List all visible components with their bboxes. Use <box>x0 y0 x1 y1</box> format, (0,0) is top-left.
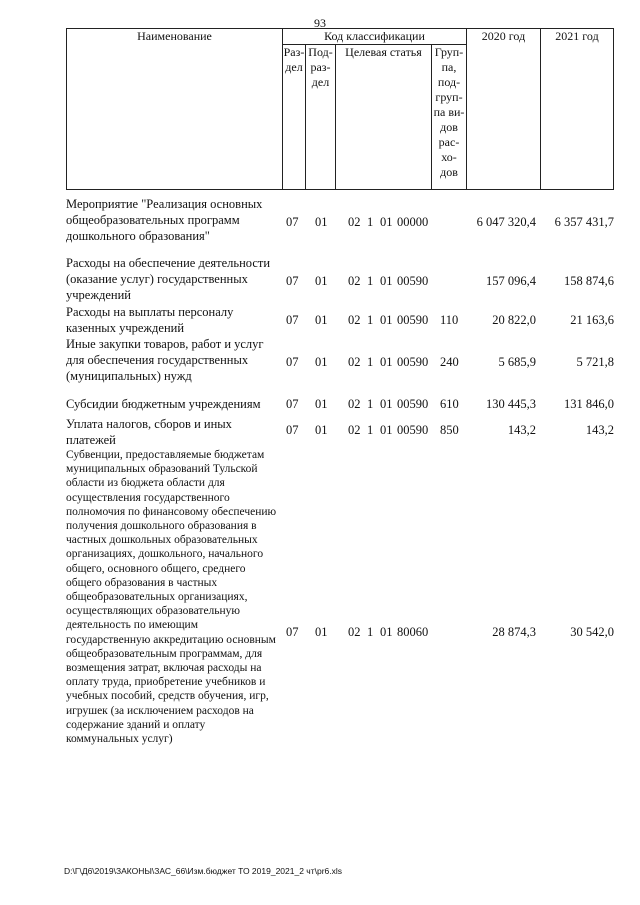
row-cs2: 1 <box>367 423 374 437</box>
row-podrazdel: 01 <box>315 274 328 288</box>
row-name: Уплата налогов, сборов и иных платежей <box>66 417 232 447</box>
row-name: Расходы на выплаты персоналу казенных учреждений <box>66 305 234 335</box>
row-2020: 130 445,3 <box>486 397 536 411</box>
row-name: Иные закупки товаров, работ и услуг для обеспечения государственных (муниципальных) нужд <box>66 337 264 383</box>
row-name: Расходы на обеспечение деятельности (оказание услуг) государственных учреждений <box>66 256 271 302</box>
header-classification: Код классификации <box>283 29 467 45</box>
row-cs2: 1 <box>367 625 374 639</box>
row-cs1: 02 <box>348 313 361 327</box>
row-cs3: 01 <box>380 423 393 437</box>
row-gruppa: 240 <box>440 355 459 369</box>
row-2020: 143,2 <box>507 423 536 437</box>
page-number: 93 <box>314 16 326 30</box>
row-razdel: 07 <box>286 215 299 229</box>
row-name: Мероприятие "Реализация основных общеобразовательных программ дошкольного образования" <box>66 197 263 243</box>
row-2021: 158 874,6 <box>564 274 614 288</box>
row-razdel: 07 <box>286 625 299 639</box>
row-cs3: 01 <box>380 625 393 639</box>
row-cs3: 01 <box>380 397 393 411</box>
row-cs4: 00590 <box>397 274 429 288</box>
row-podrazdel: 01 <box>315 313 328 327</box>
table-row <box>66 336 618 384</box>
header-year-2020: 2020 год <box>467 29 541 190</box>
row-cs1: 02 <box>348 625 361 639</box>
row-podrazdel: 01 <box>315 423 328 437</box>
row-cs1: 02 <box>348 397 361 411</box>
header-razdel: Раз- дел <box>283 45 306 190</box>
row-2020: 28 874,3 <box>492 625 536 639</box>
row-cs4: 00590 <box>397 313 429 327</box>
header-year-2021: 2021 год <box>541 29 614 190</box>
row-2021: 131 846,0 <box>564 397 614 411</box>
row-name: Субвенции, предоставляемые бюджетам муниципальных образований Тульской области из бюджета области для осуществления государственного полномочия по финансовому обеспечению получения дошкольного образования в частных дошкольных образовательных организациях, дошкольного, начального общего, основного общего, среднего общего образования в частных общеобразовательных организациях, осуществляющих образовательную деятельность по имеющим государственную аккредитацию основным общеобразовательным программам, для возмещения затрат, включая расходы на оплату труда, приобретение учебников и учебных пособий, средств обучения, игр, игрушек (за исключением расходов на содержание зданий и оплату коммунальных услуг) <box>66 449 277 746</box>
row-name: Субсидии бюджетным учреждениям <box>66 397 261 411</box>
row-cs2: 1 <box>367 313 374 327</box>
row-cs1: 02 <box>348 423 361 437</box>
row-cs4: 80060 <box>397 625 429 639</box>
row-2021: 21 163,6 <box>570 313 614 327</box>
row-podrazdel: 01 <box>315 397 328 411</box>
row-cs2: 1 <box>367 355 374 369</box>
table-row <box>66 416 618 448</box>
row-cs4: 00590 <box>397 355 429 369</box>
row-podrazdel: 01 <box>315 355 328 369</box>
row-cs3: 01 <box>380 313 393 327</box>
file-path-footer: D:\Г\Д6\2019\ЗАКОНЫ\ЗАС_66\Изм.бюджет ТО 2019_2021_2 чт\pr6.xls <box>64 866 343 876</box>
table-row <box>66 196 618 244</box>
row-cs1: 02 <box>348 274 361 288</box>
row-cs4: 00590 <box>397 397 429 411</box>
table-header <box>66 28 614 190</box>
row-razdel: 07 <box>286 274 299 288</box>
row-cs3: 01 <box>380 274 393 288</box>
header-celevaya-statya: Целевая статья <box>336 45 432 190</box>
row-cs4: 00590 <box>397 423 429 437</box>
row-cs3: 01 <box>380 215 393 229</box>
row-cs2: 1 <box>367 215 374 229</box>
row-2021: 30 542,0 <box>570 625 614 639</box>
table-row <box>66 448 618 776</box>
row-gruppa: 110 <box>440 313 459 327</box>
row-2021: 143,2 <box>585 423 614 437</box>
row-podrazdel: 01 <box>315 625 328 639</box>
row-2021: 5 721,8 <box>576 355 614 369</box>
row-razdel: 07 <box>286 313 299 327</box>
table-row <box>66 304 618 336</box>
row-2020: 157 096,4 <box>486 274 536 288</box>
row-razdel: 07 <box>286 355 299 369</box>
table-row <box>66 396 618 414</box>
row-cs4: 00000 <box>397 215 429 229</box>
row-gruppa: 850 <box>440 423 459 437</box>
row-gruppa: 610 <box>440 397 459 411</box>
header-gruppa: Груп- па, под- груп- па ви- дов рас- хо- дов <box>432 45 467 190</box>
row-2020: 20 822,0 <box>492 313 536 327</box>
row-razdel: 07 <box>286 423 299 437</box>
row-podrazdel: 01 <box>315 215 328 229</box>
row-2020: 5 685,9 <box>498 355 536 369</box>
row-cs2: 1 <box>367 397 374 411</box>
table-row <box>66 255 618 303</box>
row-razdel: 07 <box>286 397 299 411</box>
header-podrazdel: Под- раз- дел <box>306 45 336 190</box>
row-cs1: 02 <box>348 355 361 369</box>
row-2021: 6 357 431,7 <box>554 215 614 229</box>
row-cs2: 1 <box>367 274 374 288</box>
row-2020: 6 047 320,4 <box>476 215 536 229</box>
row-cs3: 01 <box>380 355 393 369</box>
row-cs1: 02 <box>348 215 361 229</box>
header-name: Наименование <box>67 29 283 190</box>
